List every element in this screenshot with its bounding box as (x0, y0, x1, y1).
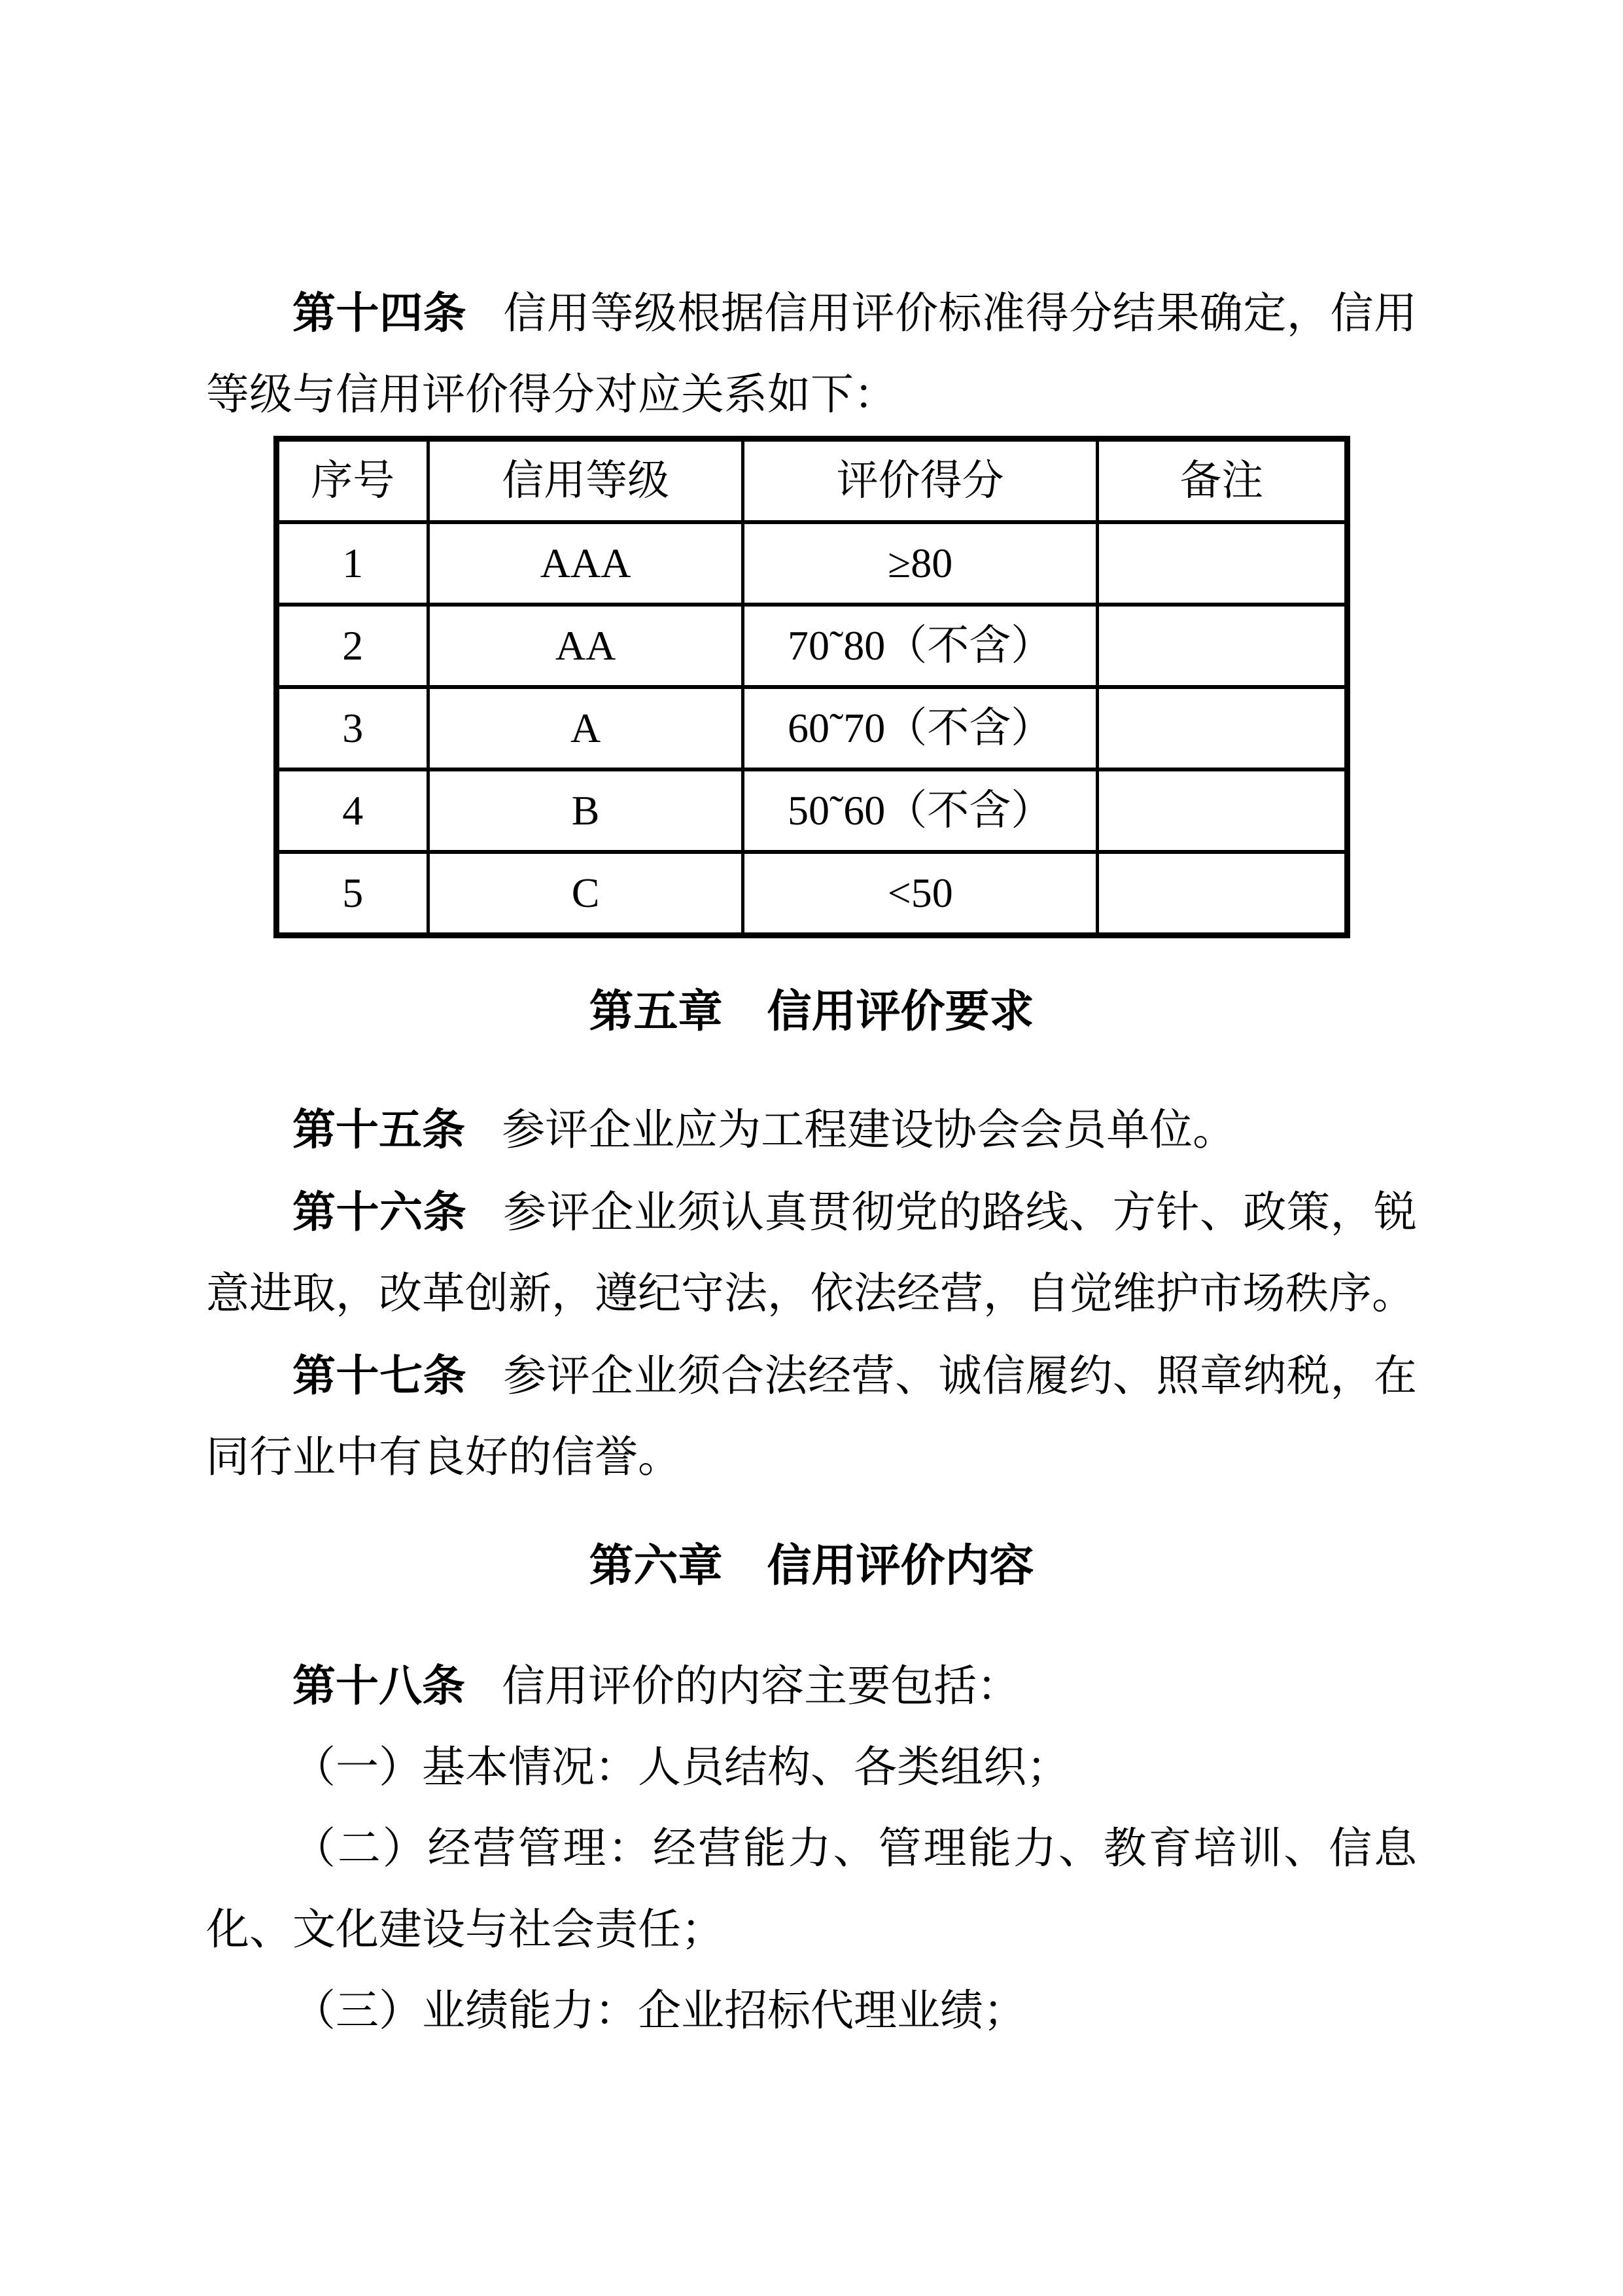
article-16-paragraph (206, 1171, 1417, 1335)
article-14-paragraph (206, 272, 1417, 436)
article-15-paragraph (206, 1089, 1417, 1171)
header-cell-score: 评价得分 (743, 439, 1098, 523)
list-item-3: （三）业绩能力：企业招标代理业绩； (292, 1987, 1026, 2035)
cell-remark (1098, 687, 1347, 769)
article-18-label: 第十八条 (292, 1661, 465, 1710)
cell-remark (1098, 605, 1347, 687)
article-14-text: 信用等级根据信用评价标准得分结果确定，信用等级与信用评价得分对应关系如下： (206, 290, 1418, 419)
chapter-6-heading: 第六章 信用评价内容 (589, 1541, 1034, 1591)
cell-grade: AA (428, 605, 742, 687)
table-row (276, 769, 1347, 852)
cell-score: 50˜60（不含） (743, 769, 1098, 852)
cell-no: 2 (276, 605, 428, 687)
cell-grade: AAA (428, 522, 742, 605)
cell-score: 70˜80（不含） (743, 605, 1098, 687)
article-17-paragraph (206, 1335, 1417, 1498)
cell-remark (1098, 769, 1347, 852)
cell-grade: A (428, 687, 742, 769)
table-row (276, 605, 1347, 687)
article-18-paragraph (206, 1645, 1417, 1727)
cell-remark (1098, 522, 1347, 605)
chapter-5-heading: 第五章 信用评价要求 (589, 987, 1034, 1036)
cell-no: 4 (276, 769, 428, 852)
credit-rating-table-wrap (273, 436, 1350, 938)
article-14-label: 第十四条 (292, 289, 467, 337)
header-cell-grade: 信用等级 (428, 439, 742, 523)
header-cell-no: 序号 (276, 439, 428, 523)
cell-score: ≥80 (743, 522, 1098, 605)
header-cell-remark: 备注 (1098, 439, 1347, 523)
table-row (276, 687, 1347, 769)
cell-remark (1098, 852, 1347, 936)
cell-no: 1 (276, 522, 428, 605)
cell-grade: C (428, 852, 742, 936)
article-18-text: 信用评价的内容主要包括： (502, 1663, 1021, 1710)
cell-no: 5 (276, 852, 428, 936)
cell-no: 3 (276, 687, 428, 769)
table-row (276, 522, 1347, 605)
list-item-2: （二）经营管理：经营能力、管理能力、教育培训、信息化、文化建设与社会责任； (206, 1825, 1417, 1954)
article-15-label: 第十五条 (292, 1105, 465, 1154)
table-row (276, 852, 1347, 936)
cell-grade: B (428, 769, 742, 852)
cell-score: <50 (743, 852, 1098, 936)
article-17-label: 第十七条 (292, 1351, 467, 1400)
cell-score: 60˜70（不含） (743, 687, 1098, 769)
credit-rating-table (273, 436, 1350, 938)
table-header-row (276, 439, 1347, 523)
article-17-text: 参评企业须合法经营、诚信履约、照章纳税，在同行业中有良好的信誉。 (206, 1352, 1418, 1481)
list-item-1: （一）基本情况：人员结构、各类组织； (292, 1744, 1070, 1792)
article-15-text: 参评企业应为工程建设协会会员单位。 (502, 1106, 1236, 1154)
article-16-text: 参评企业须认真贯彻党的路线、方针、政策，锐意进取，改革创新，遵纪守法，依法经营，自觉维护市场秩序。 (206, 1189, 1418, 1318)
article-16-label: 第十六条 (292, 1188, 467, 1236)
